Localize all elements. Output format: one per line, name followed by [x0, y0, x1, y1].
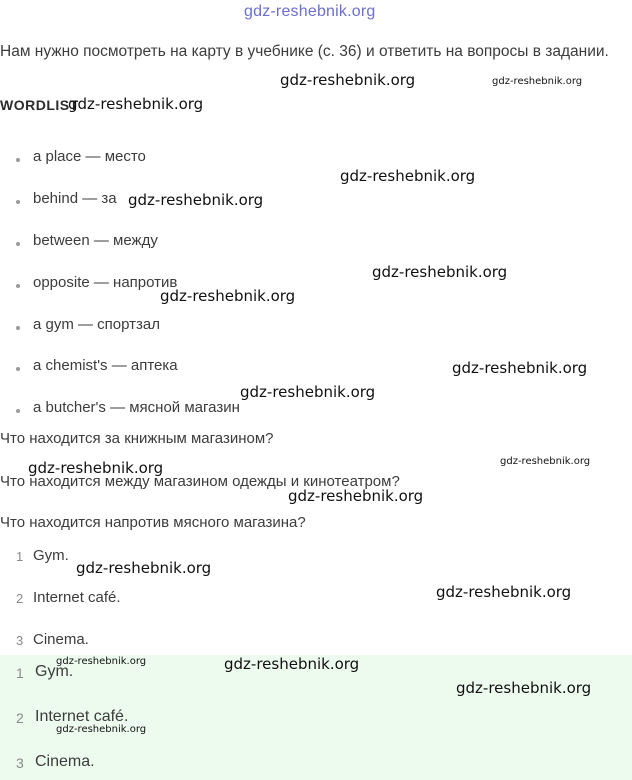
bullet-icon — [16, 242, 20, 246]
answer-text: Cinema. — [35, 753, 95, 770]
answer-number: 2 — [16, 591, 24, 606]
watermark: gdz-reshebnik.org — [240, 383, 376, 401]
wordlist-heading: WORDLIST — [0, 97, 79, 113]
answer-number: 3 — [16, 755, 24, 771]
wordlist-entry: a butcher's — мясной магазин — [33, 399, 240, 416]
watermark: gdz-reshebnik.org — [128, 191, 264, 209]
wordlist-entry: a chemist's — аптека — [33, 357, 178, 374]
wordlist-entry: a place — место — [33, 148, 146, 165]
watermark: gdz-reshebnik.org — [340, 167, 476, 185]
intro-text: Нам нужно посмотреть на карту в учебнике (с. 36) и ответить на вопросы в задании. — [0, 43, 609, 60]
watermark: gdz-reshebnik.org — [456, 679, 592, 697]
wordlist-entry: between — между — [33, 232, 158, 249]
bullet-icon — [16, 200, 20, 204]
watermark: gdz-reshebnik.org — [372, 263, 508, 281]
watermark: gdz-reshebnik.org — [280, 71, 416, 89]
answer-number: 2 — [16, 710, 24, 726]
watermark: gdz-reshebnik.org — [436, 583, 572, 601]
watermark: gdz-reshebnik.org — [288, 487, 424, 505]
question: Что находится за книжным магазином? — [0, 430, 274, 447]
answer-text: Gym. — [33, 547, 69, 564]
answer-number: 3 — [16, 633, 24, 648]
bullet-icon — [16, 409, 20, 413]
bullet-icon — [16, 284, 20, 288]
wordlist-entry: behind — за — [33, 190, 117, 207]
question: Что находится напротив мясного магазина? — [0, 514, 306, 531]
question: Что находится между магазином одежды и кинотеатром? — [0, 473, 400, 490]
watermark: gdz-reshebnik.org — [224, 655, 360, 673]
bullet-icon — [16, 326, 20, 330]
answer-text: Gym. — [35, 663, 74, 680]
bullet-icon — [16, 367, 20, 371]
answer-text: Internet café. — [33, 589, 121, 606]
watermark: gdz-reshebnik.org — [56, 724, 147, 735]
watermark: gdz-reshebnik.org — [492, 76, 583, 87]
watermark: gdz-reshebnik.org — [160, 287, 296, 305]
watermark: gdz-reshebnik.org — [68, 95, 204, 113]
watermark: gdz-reshebnik.org — [500, 456, 591, 467]
answer-text: Internet café. — [35, 708, 129, 725]
wordlist-entry: a gym — спортзал — [33, 316, 161, 333]
watermark: gdz-reshebnik.org — [452, 359, 588, 377]
wordlist-entry: opposite — напротив — [33, 274, 178, 291]
answer-number: 1 — [16, 549, 24, 564]
watermark: gdz-reshebnik.org — [28, 459, 164, 477]
site-title[interactable]: gdz-reshebnik.org — [244, 3, 376, 20]
answer-text: Cinema. — [33, 631, 89, 648]
watermark: gdz-reshebnik.org — [76, 559, 212, 577]
watermark: gdz-reshebnik.org — [56, 656, 147, 667]
bullet-icon — [16, 158, 20, 162]
answer-number: 1 — [16, 665, 24, 681]
